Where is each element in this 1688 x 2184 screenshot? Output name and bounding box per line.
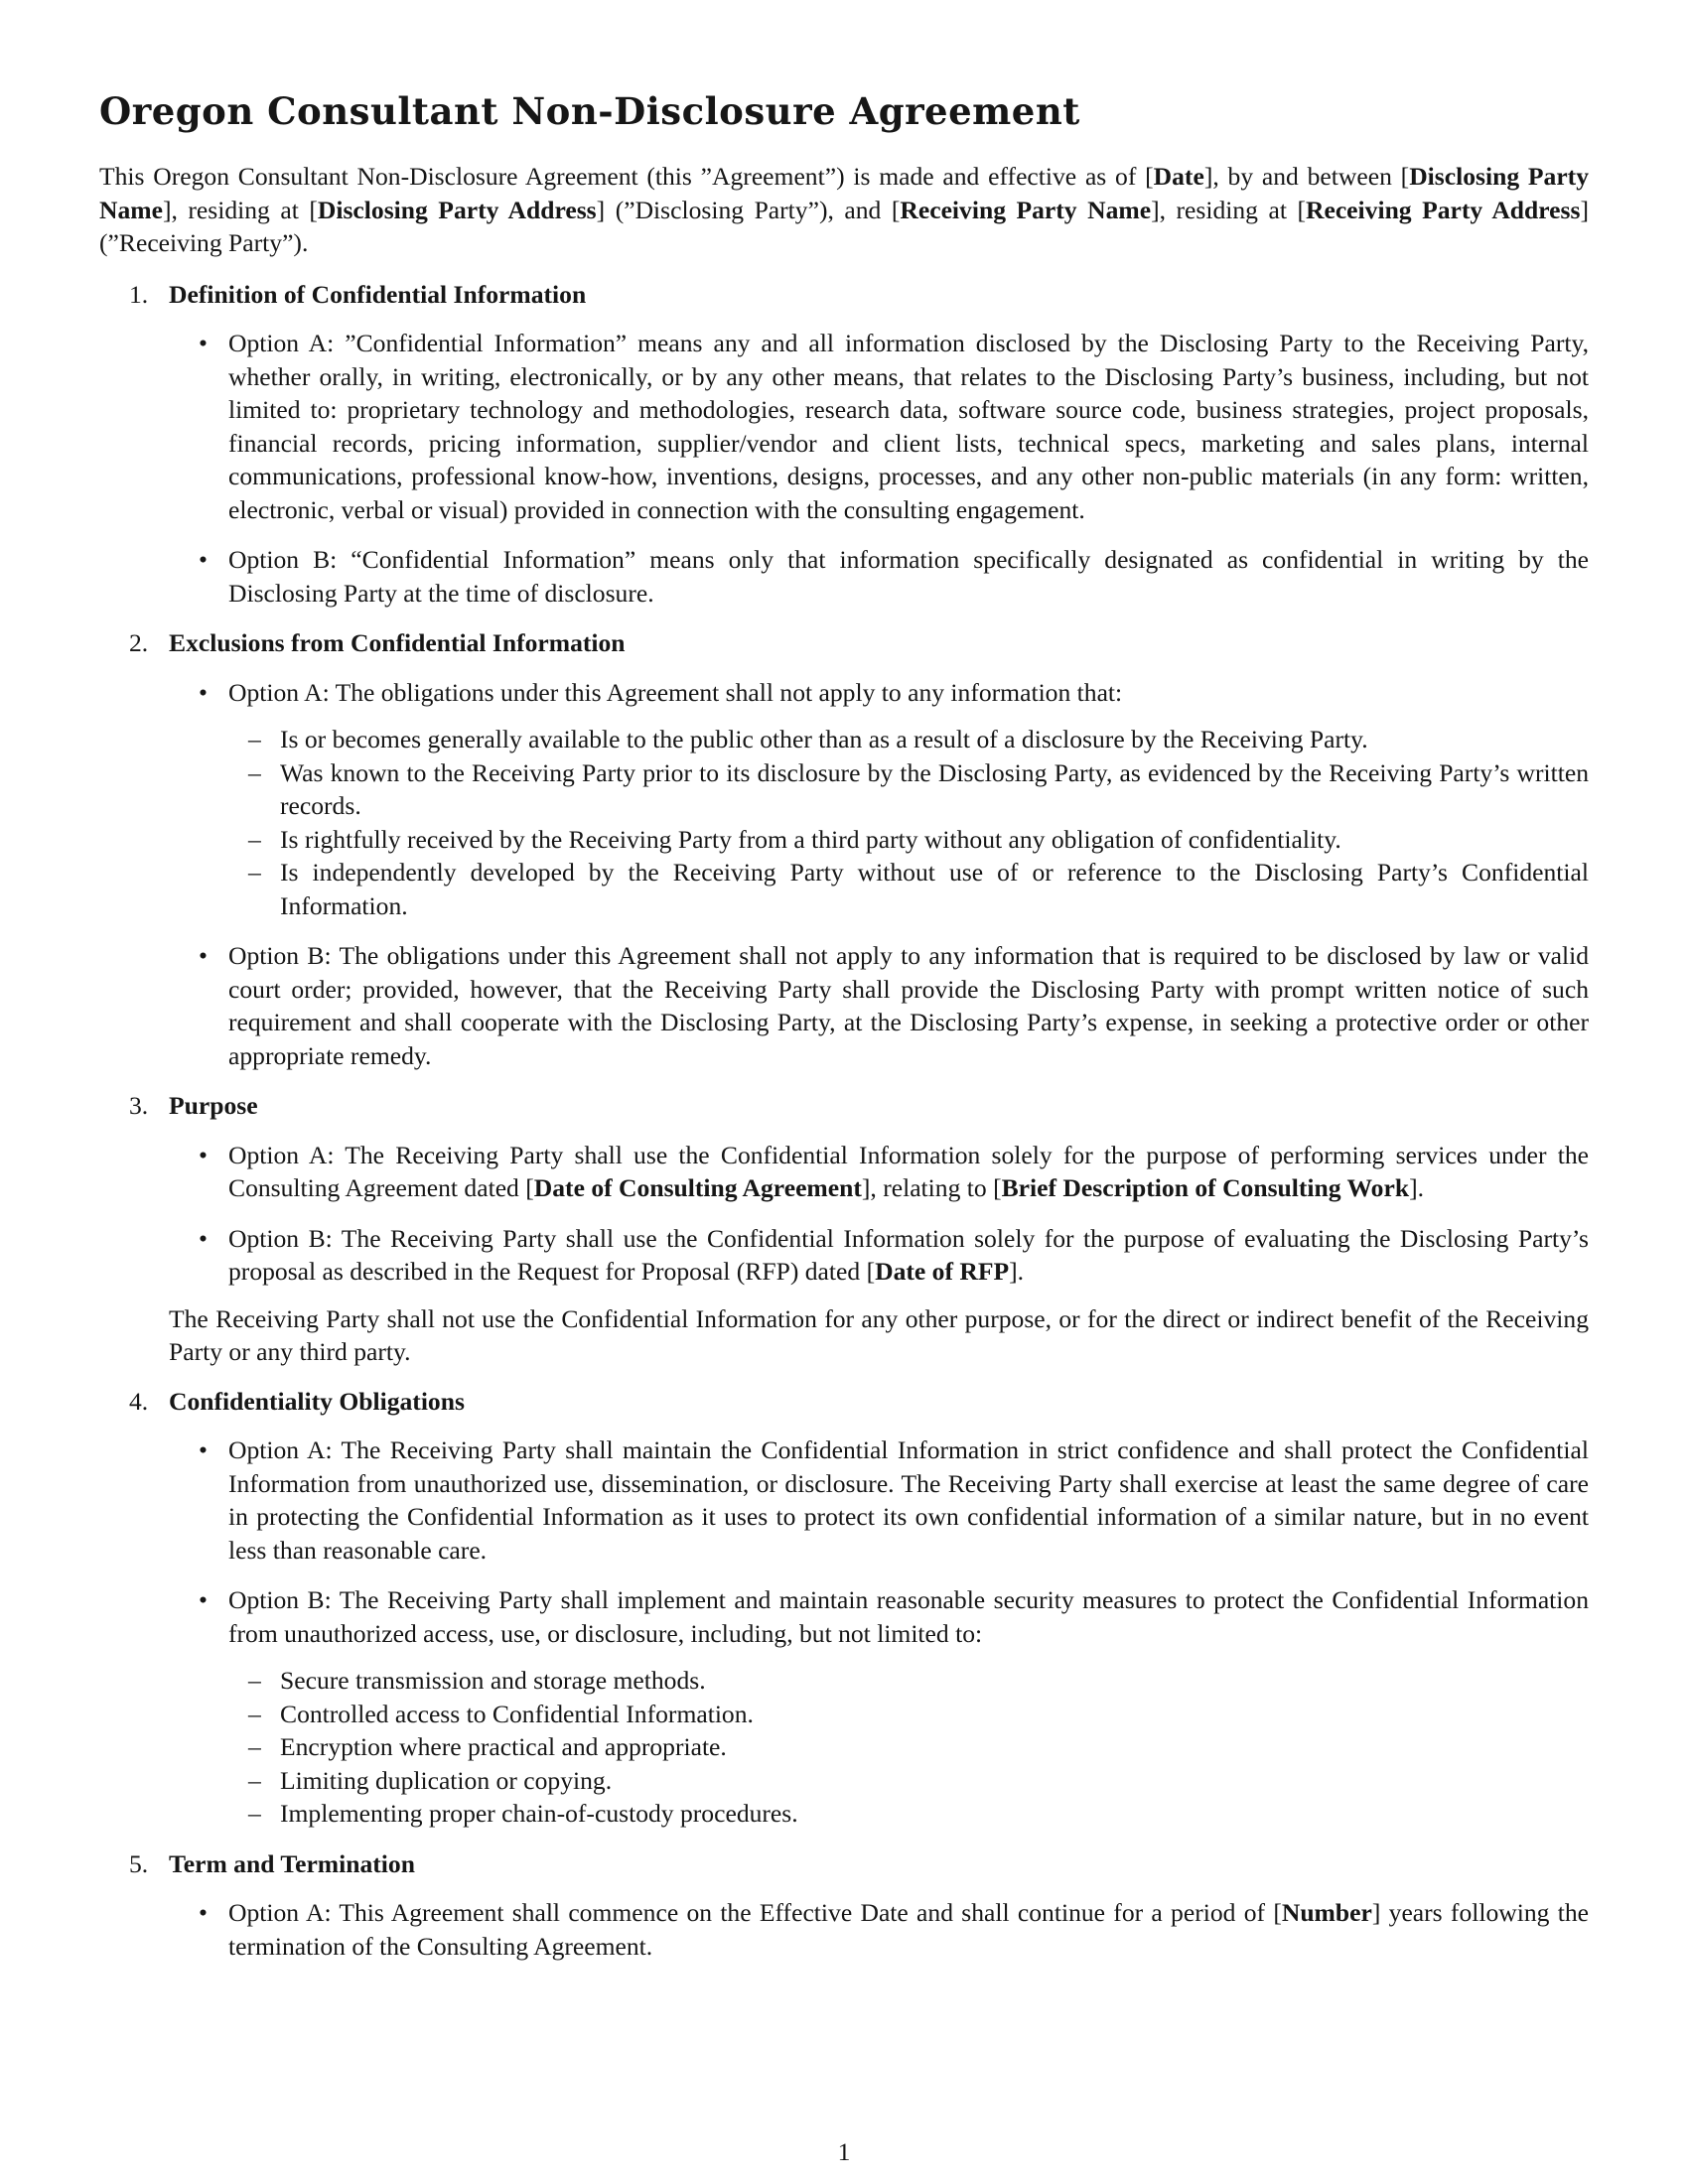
sub-item-text: Limiting duplication or copying. [280, 1765, 613, 1795]
sub-item [228, 1730, 1589, 1764]
dash-icon: – [248, 824, 261, 854]
text-run: Option A: The obligations under this Agreement shall not apply to any information that: [228, 677, 1123, 707]
sub-item [228, 823, 1589, 857]
sub-item [228, 723, 1589, 756]
text-run: ], residing at [ [162, 195, 318, 224]
text-run: ], relating to [ [861, 1173, 1002, 1202]
text-run: ] (”Disclosing Party”), and [ [596, 195, 901, 224]
section-title: Definition of Confidential Information [169, 279, 587, 309]
option-item [169, 939, 1589, 1072]
option-item [169, 1896, 1589, 1963]
options-list [169, 1139, 1589, 1289]
section-item [99, 1089, 1589, 1369]
sub-item-text: Is or becomes generally available to the public other than as a result of a disclosure by the Receiving Party. [280, 725, 1368, 753]
section-title: Purpose [169, 1091, 258, 1120]
text-run: ]. [1009, 1257, 1025, 1286]
option-item [169, 1583, 1589, 1831]
section-title: Term and Termination [169, 1848, 415, 1878]
placeholder-field: Number [1281, 1898, 1372, 1927]
dash-icon: – [248, 757, 261, 787]
sub-item [228, 756, 1589, 823]
section-number: 4. [129, 1386, 149, 1416]
bullet-icon: • [199, 1140, 208, 1169]
section-number: 2. [129, 628, 149, 657]
section-item [99, 626, 1589, 1072]
sub-item [228, 1698, 1589, 1731]
sections-list [99, 278, 1589, 1964]
section-number: 5. [129, 1848, 149, 1878]
placeholder-field: Receiving Party Name [900, 195, 1152, 224]
placeholder-field: Date of RFP [875, 1257, 1010, 1286]
placeholder-field: Date [1153, 162, 1204, 191]
section-title: Confidentiality Obligations [169, 1386, 465, 1416]
sub-item-text: Is independently developed by the Receiving Party without use of or reference to the Disclosing Party’s Confidential Information. [280, 858, 1589, 920]
page-number: 1 [837, 2137, 851, 2166]
bullet-icon: • [199, 941, 208, 970]
document-page [99, 87, 1589, 1979]
placeholder-field: Date of Consulting Agreement [533, 1173, 862, 1202]
sub-item-text: Is rightfully received by the Receiving Party from a third party without any obligation of confidentiality. [280, 824, 1341, 854]
option-item [169, 543, 1589, 610]
dash-icon: – [248, 1765, 261, 1795]
text-run: ] years following the termination of the Consulting Agreement. [228, 1898, 1589, 1961]
text-run: Option A: The Receiving Party shall maintain the Confidential Information in strict confidence and shall protect the Confidential Information from unauthorized use, dissemination, or disclosure. The Receiving Party shall exercise at least the same degree of care in protecting the Confidential Information as it uses to protect its own confidential information of a similar nature, but in no event less than reasonable care. [228, 1435, 1589, 1565]
bullet-icon: • [199, 1585, 208, 1614]
options-list [169, 327, 1589, 610]
option-item [169, 1139, 1589, 1205]
dash-icon: – [248, 725, 261, 753]
sub-list [228, 723, 1589, 922]
placeholder-field: Brief Description of Consulting Work [1001, 1173, 1410, 1202]
dash-icon: – [248, 1799, 261, 1828]
text-run: ], by and between [ [1203, 162, 1410, 191]
bullet-icon: • [199, 329, 208, 357]
text-run: Option A: ”Confidential Information” means any and all information disclosed by the Disclosing Party to the Receiving Party, whether orally, in writing, electronically, or by any other means, that relates to the Disclosing Party’s business, including, but not limited to: proprietary technology and methodologies, research data, software source code, business strategies, project proposals, financial records, pricing information, supplier/vendor and client lists, technical specs, marketing and sales plans, internal communications, professional know-how, inventions, designs, processes, and any other non-public materials (in any form: written, electronic, verbal or visual) provided in connection with the consulting engagement. [228, 329, 1589, 524]
document-title: Oregon Consultant Non-Disclosure Agreement [99, 89, 1080, 133]
sub-item-text: Controlled access to Confidential Information. [280, 1699, 754, 1728]
sub-item-text: Was known to the Receiving Party prior to its disclosure by the Disclosing Party, as evidenced by the Receiving Party’s written records. [280, 757, 1589, 820]
placeholder-field: Disclosing Party Name [99, 162, 1589, 224]
text-run: Option A: The Receiving Party shall use the Confidential Information solely for the purpose of performing services under the Consulting Agreement dated [ [228, 1140, 1589, 1202]
option-item [169, 1433, 1589, 1567]
bullet-icon: • [199, 545, 208, 574]
placeholder-field: Receiving Party Address [1305, 195, 1581, 224]
section-item [99, 278, 1589, 611]
section-number: 1. [129, 279, 149, 309]
placeholder-field: Disclosing Party Address [317, 195, 597, 224]
dash-icon: – [248, 1666, 261, 1695]
section-title: Exclusions from Confidential Information [169, 628, 626, 657]
bullet-icon: • [199, 1223, 208, 1253]
sub-list [228, 1664, 1589, 1831]
text-run: ] (”Receiving Party”). [99, 195, 1589, 257]
text-run: ]. [1409, 1173, 1424, 1202]
sub-item-text: Secure transmission and storage methods. [280, 1666, 706, 1695]
text-run: This Oregon Consultant Non-Disclosure Agreement (this ”Agreement”) is made and effective as of [ [99, 162, 1154, 191]
sub-item-text: Implementing proper chain-of-custody procedures. [280, 1799, 798, 1828]
option-item [169, 1222, 1589, 1289]
dash-icon: – [248, 858, 261, 887]
sub-item [228, 1664, 1589, 1698]
text-run: Option B: The obligations under this Agreement shall not apply to any information that is required to be disclosed by law or valid court order; provided, however, that the Receiving Party shall provide the Disclosing Party with prompt written notice of such requirement and shall cooperate with the Disclosing Party, at the Disclosing Party’s expense, in seeking a protective order or other appropriate remedy. [228, 941, 1589, 1070]
dash-icon: – [248, 1699, 261, 1728]
options-list [169, 676, 1589, 1073]
option-item [169, 676, 1589, 923]
text-run: Option B: The Receiving Party shall implement and maintain reasonable security measures to protect the Confidential Information from unauthorized access, use, or disclosure, including, but not limited to: [228, 1585, 1589, 1648]
text-run: Option B: The Receiving Party shall use the Confidential Information solely for the purpose of evaluating the Disclosing Party’s proposal as described in the Request for Proposal (RFP) dated [ [228, 1223, 1589, 1286]
text-run: Option B: “Confidential Information” means only that information specifically designated as confidential in writing by the Disclosing Party at the time of disclosure. [228, 545, 1589, 608]
options-list [169, 1433, 1589, 1831]
dash-icon: – [248, 1732, 261, 1761]
option-item [169, 327, 1589, 526]
sub-item [228, 1764, 1589, 1798]
section-note: The Receiving Party shall not use the Confidential Information for any other purpose, or for the direct or indirect benefit of the Receiving Party or any third party. [169, 1303, 1589, 1366]
sub-item [228, 856, 1589, 922]
section-item [99, 1385, 1589, 1831]
bullet-icon: • [199, 1898, 208, 1927]
section-item [99, 1847, 1589, 1964]
text-run: Option A: This Agreement shall commence on the Effective Date and shall continue for a period of [ [228, 1898, 1282, 1927]
options-list [169, 1896, 1589, 1963]
intro-paragraph [99, 160, 1589, 260]
section-number: 3. [129, 1091, 149, 1120]
sub-item [228, 1797, 1589, 1831]
sub-item-text: Encryption where practical and appropriate. [280, 1732, 727, 1761]
bullet-icon: • [199, 677, 208, 707]
text-run: ], residing at [ [1151, 195, 1306, 224]
bullet-icon: • [199, 1435, 208, 1464]
